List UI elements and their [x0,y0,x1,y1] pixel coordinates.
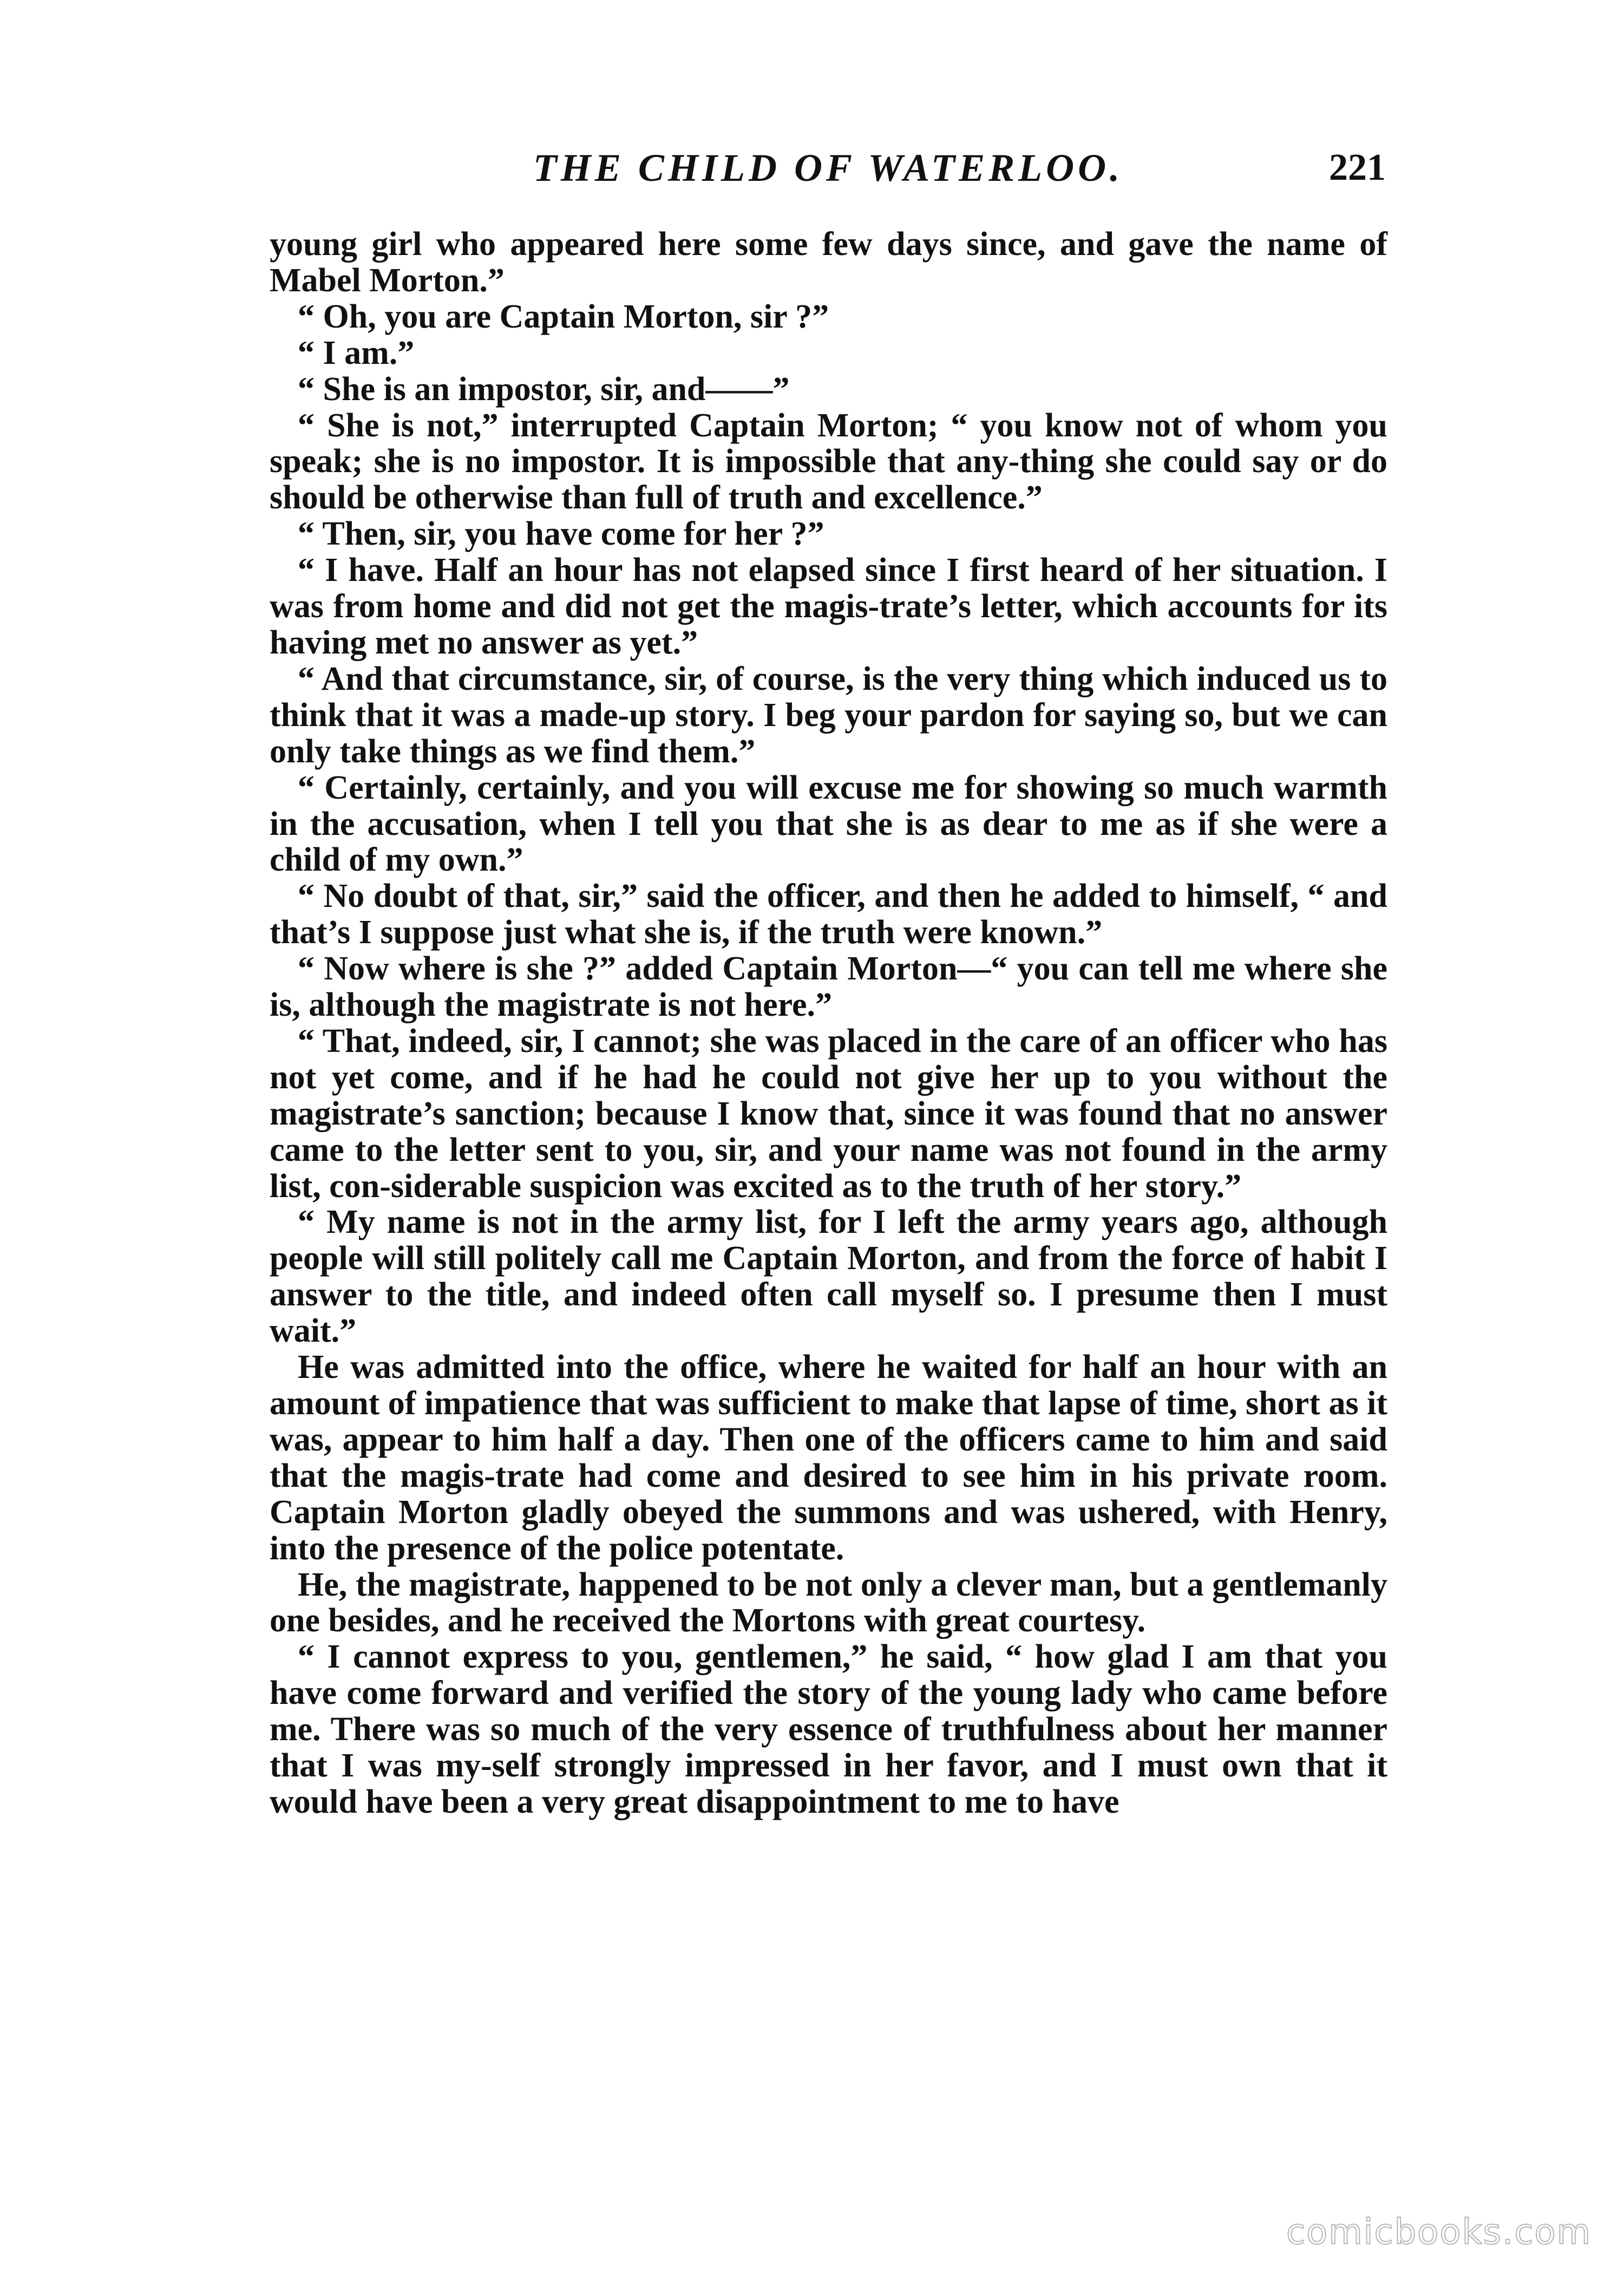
page-number: 221 [1329,147,1386,188]
paragraph: “ My name is not in the army list, for I left the army years ago, although people will still politely call me Captain Morton, and from the force of habit I answer to the title, and indeed often call myself so. I presume then I must wait.” [270,1204,1387,1350]
paragraph: “ And that circumstance, sir, of course, is the very thing which induced us to think that it was a made-up story. I beg your pardon for saying so, but we can only take things as we find them.” [270,660,1387,770]
running-title: THE CHILD OF WATERLOO. [533,146,1124,190]
paragraph: “ I am.” [298,334,415,371]
paragraph: “ Oh, you are Captain Morton, sir ?” [298,298,829,335]
paragraph: He was admitted into the office, where he waited for half an hour with an amount of impatience that was sufficient to make that lapse of time, short as it was, appear to him half a day. Then one of the officers came to him and said that the magis-trate had come and desired to see him in his private room. Captain Morton gladly obeyed the summons and was ushered, with Henry, into the presence of the police potentate. [270,1349,1387,1567]
paragraph-continuation: young girl who appeared here some few days since, and gave the name of Mabel Morton.” [270,226,1387,299]
paragraph: “ Then, sir, you have come for her ?” [298,515,824,553]
paragraph: “ That, indeed, sir, I cannot; she was placed in the care of an officer who has not yet come, and if he had he could not give her up to you without the magistrate’s sanction; because I know that, since it was found that no answer came to the letter sent to you, sir, and your name was not found in the army list, con-siderable suspicion was excited as to the truth of her story.” [270,1022,1387,1205]
paragraph: “ She is an impostor, sir, and——” [298,370,790,408]
watermark: comicbooks.com [1286,2212,1592,2252]
body-text [270,226,1387,1820]
paragraph: “ Certainly, certainly, and you will excuse me for showing so much warmth in the accusation, when I tell you that she is as dear to me as if she were a child of my own.” [270,769,1387,879]
paragraph: “ She is not,” interrupted Captain Morton; “ you know not of whom you speak; she is no impostor. It is impossible that any-thing she could say or do should be otherwise than full of truth and excellence.” [270,407,1387,517]
paragraph: “ Now where is she ?” added Captain Morton—“ you can tell me where she is, although the magistrate is not here.” [270,950,1387,1024]
paragraph: “ I have. Half an hour has not elapsed since I first heard of her situation. I was from home and did not get the magis-trate’s letter, which accounts for its having met no answer as yet.” [270,552,1387,661]
running-head [271,135,1386,200]
paragraph: “ No doubt of that, sir,” said the officer, and then he added to himself, “ and that’s I suppose just what she is, if the truth were known.” [270,878,1387,951]
paragraph: He, the magistrate, happened to be not only a clever man, but a gentlemanly one besides, and he received the Mortons with great courtesy. [270,1566,1387,1639]
paragraph: “ I cannot express to you, gentlemen,” he said, “ how glad I am that you have come forward and verified the story of the young lady who came before me. There was so much of the very essence of truthfulness about her manner that I was my-self strongly impressed in her favor, and I must own that it would have been a very great disappointment to me to have [270,1638,1387,1820]
